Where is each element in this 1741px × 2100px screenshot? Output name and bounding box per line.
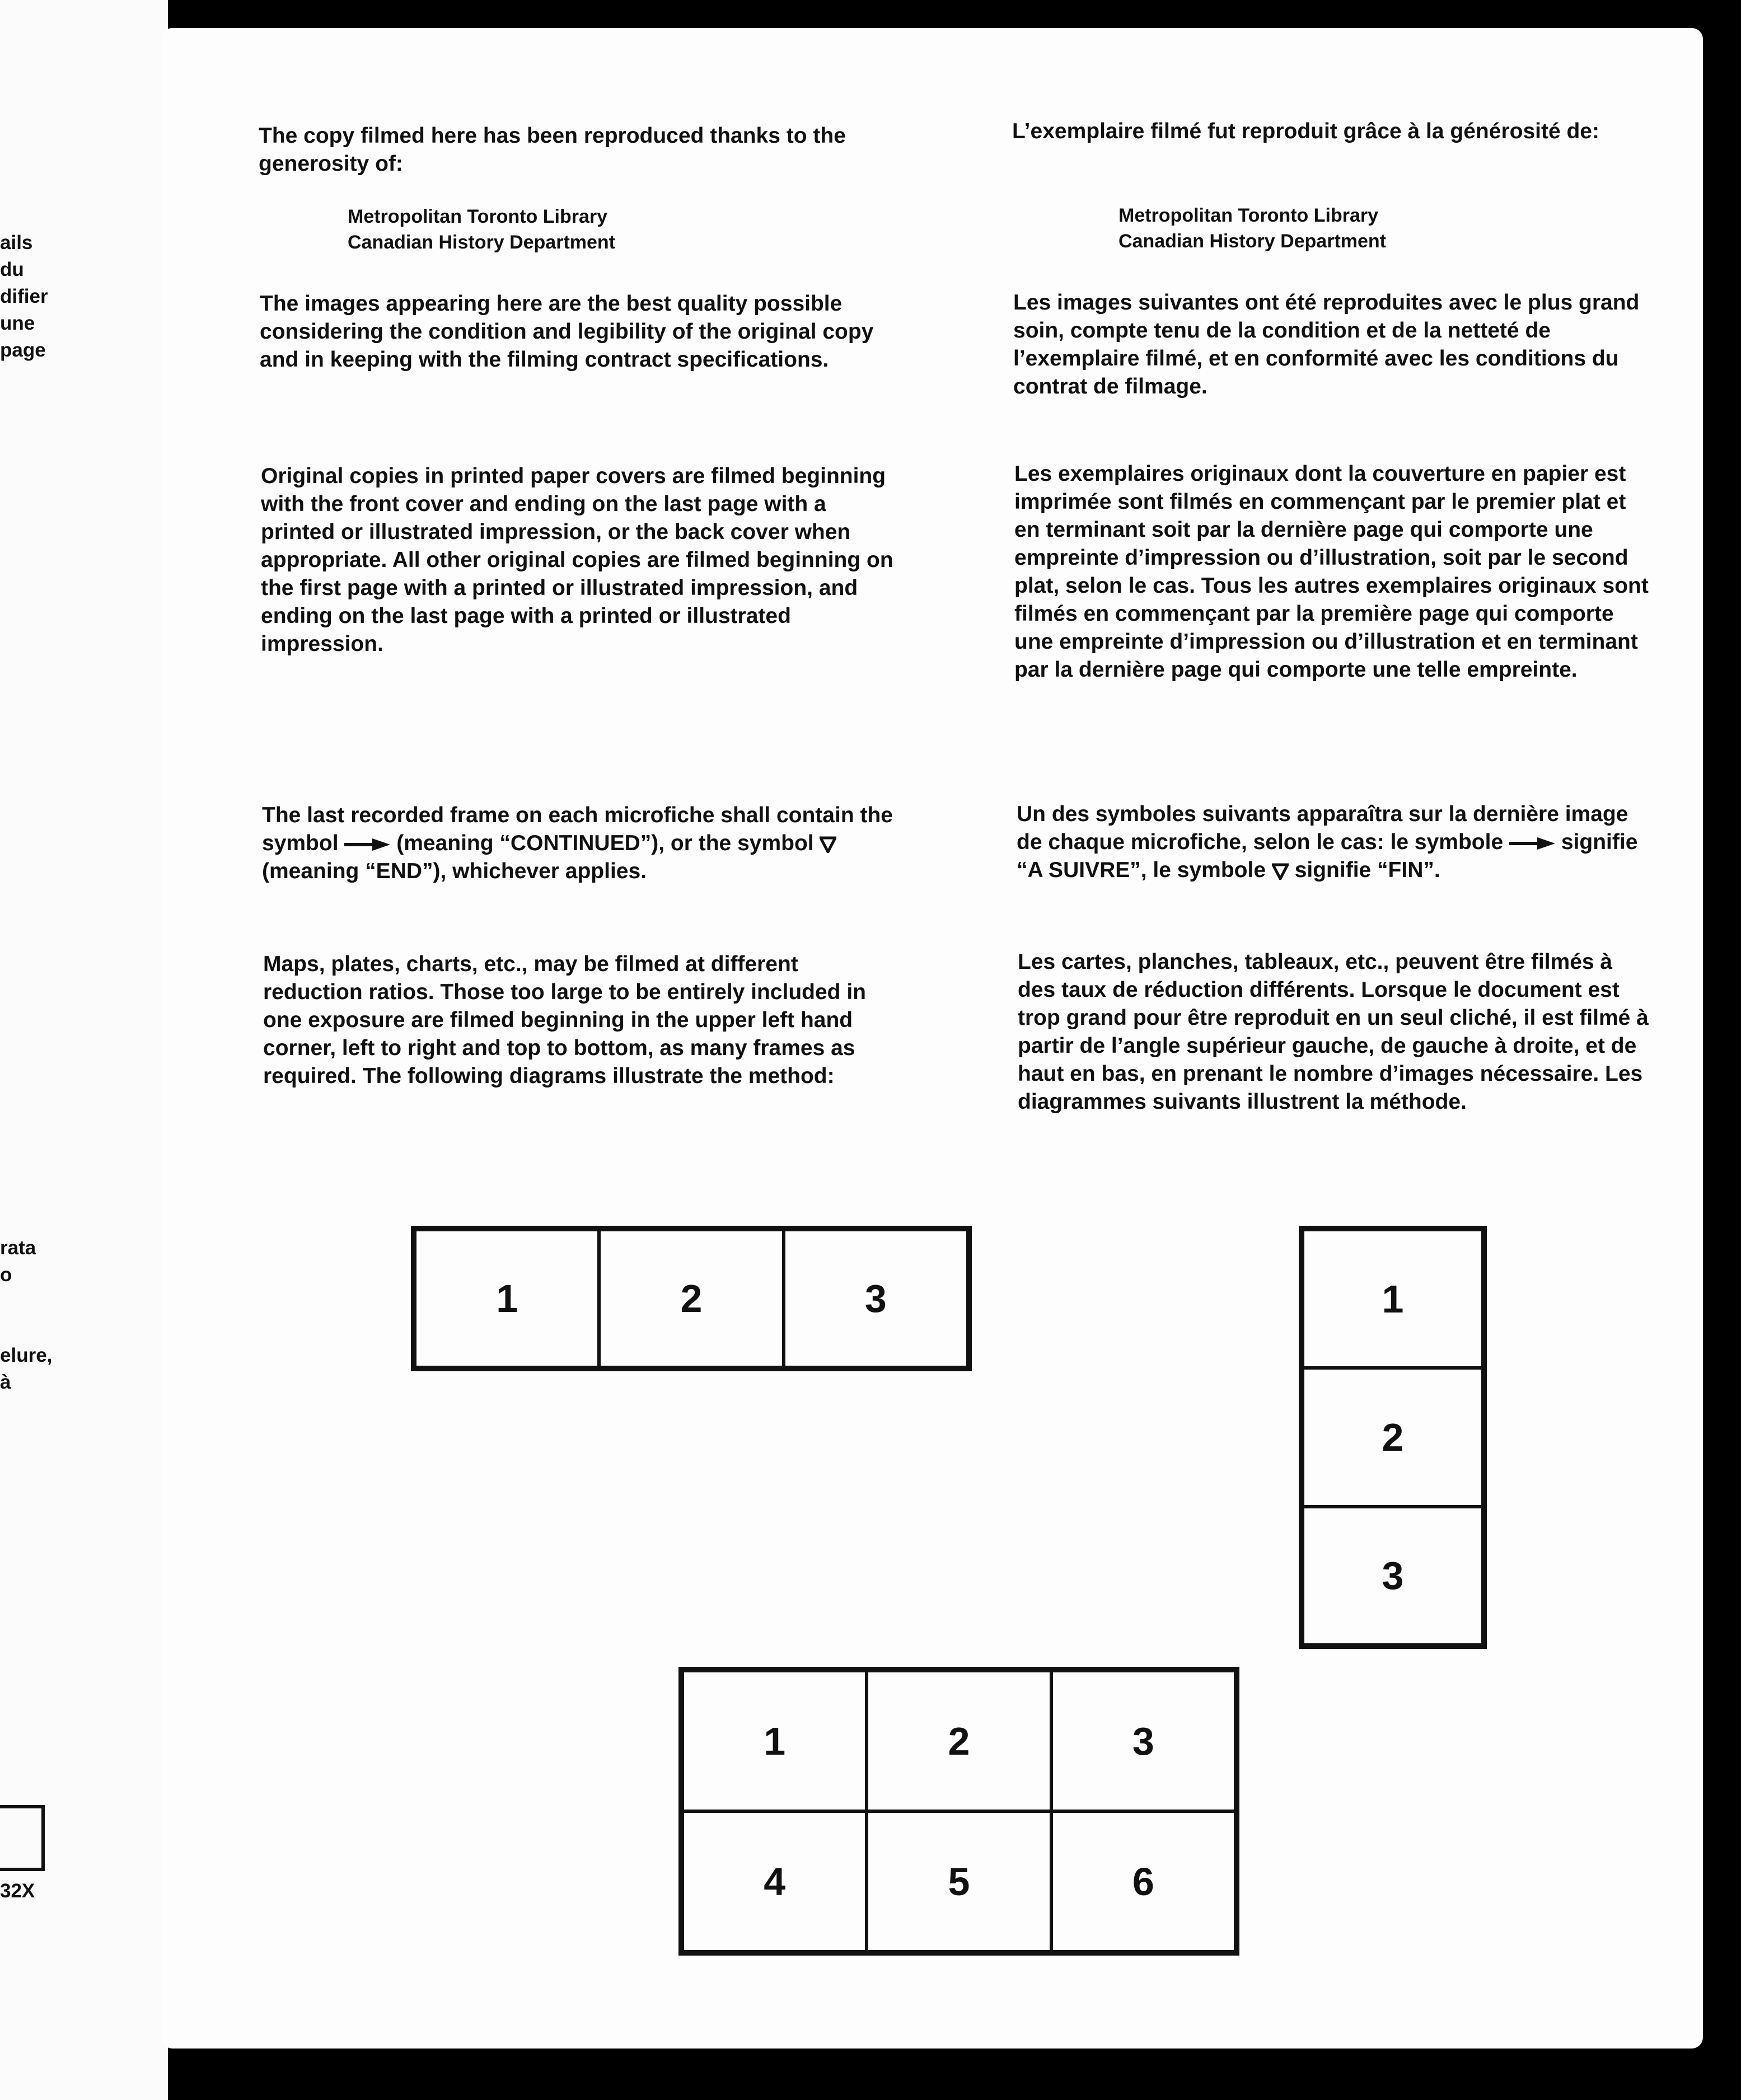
diagram-horizontal xyxy=(411,1226,972,1371)
en-symbol-text: The last recorded frame on each microfiche shall contain the symbol xyxy=(262,803,893,855)
adjacent-page-fragment xyxy=(0,0,168,2100)
en-symbol-paragraph xyxy=(262,801,900,885)
frame-cell: 2 xyxy=(867,1671,1051,1811)
en-symbol-text: (meaning “END”), whichever applies. xyxy=(262,859,647,883)
continued-arrow-icon xyxy=(1509,837,1555,850)
frame-cell: 2 xyxy=(1303,1368,1483,1506)
en-library-name: Metropolitan Toronto Library xyxy=(348,206,608,227)
frame-cell: 1 xyxy=(682,1671,867,1811)
fragment-text: page xyxy=(0,339,46,361)
frame-cell: 3 xyxy=(1303,1507,1483,1645)
diagram-grid xyxy=(678,1667,1239,1956)
frame-cell: 1 xyxy=(1303,1230,1483,1368)
fragment-text: difier xyxy=(0,285,48,307)
fr-symbol-text: Un des symboles suivants apparaîtra sur la dernière image de chaque microfiche, selon le cas: le symbole xyxy=(1017,802,1628,854)
en-thanks: The copy filmed here has been reproduced thanks to the generosity of: xyxy=(259,124,846,176)
fragment-text: elure, xyxy=(0,1344,53,1366)
fragment-text: o xyxy=(0,1264,12,1286)
frame-cell: 3 xyxy=(784,1230,968,1367)
en-maps-paragraph: Maps, plates, charts, etc., may be filmed at different reduction ratios. Those too large to be entirely included in one exposure are filmed beginning in the upper left hand corner, left to right and top to bottom, as many frames as required. The following diagrams illustrate the method: xyxy=(263,952,866,1088)
end-triangle-icon xyxy=(820,836,836,853)
end-triangle-icon xyxy=(1272,863,1289,880)
en-library-department: Canadian History Department xyxy=(348,232,615,253)
fr-quality-paragraph: Les images suivantes ont été reproduites avec le plus grand soin, compte tenu de la condition et de la netteté de l’exemplaire filmé, et en conformité avec les conditions du contrat de filmage. xyxy=(1013,290,1640,399)
fragment-text: du xyxy=(0,259,24,280)
diagram-vertical xyxy=(1299,1226,1487,1649)
en-quality-paragraph: The images appearing here are the best quality possible considering the condition and legibility of the original copy and in keeping with the filming contract specifications. xyxy=(260,292,874,372)
fragment-box xyxy=(0,1805,45,1871)
fragment-text: une xyxy=(0,312,35,334)
continued-arrow-icon xyxy=(344,838,390,851)
fr-library-name: Metropolitan Toronto Library xyxy=(1118,205,1379,226)
en-symbol-text: (meaning “CONTINUED”), or the symbol xyxy=(396,831,814,855)
fr-symbol-paragraph xyxy=(1017,800,1655,884)
en-covers-paragraph: Original copies in printed paper covers are filmed beginning with the front cover and ending on the last page with a printed or illustrated impression, or the back cover when appropriate. All other original copies are filmed beginning on the first page with a printed or illustrated impression, and ending on the last page with a printed or illustrated impression. xyxy=(261,464,893,656)
microfilm-target-page xyxy=(161,28,1703,2049)
frame-cell: 3 xyxy=(1051,1671,1235,1811)
fr-library-department: Canadian History Department xyxy=(1118,231,1386,252)
fragment-text: rata xyxy=(0,1237,36,1259)
fr-symbol-text: signifie “A SUIVRE”, le symbole xyxy=(1017,830,1638,882)
fr-symbol-text: signifie “FIN”. xyxy=(1294,858,1440,882)
frame-cell: 2 xyxy=(599,1230,783,1367)
fragment-text: à xyxy=(0,1371,11,1393)
fragment-text: 32X xyxy=(0,1880,35,1902)
fr-maps-paragraph: Les cartes, planches, tableaux, etc., peuvent être filmés à des taux de réduction différents. Lorsque le document est trop grand pour être reproduit en un seul cliché, il est filmé à partir de l’angle supérieur gauche, de gauche à droite, et de haut en bas, en prenant le nombre d’images nécessaire. Les diagrammes suivants illustrent la méthode. xyxy=(1018,950,1649,1114)
frame-cell: 5 xyxy=(867,1811,1051,1952)
frame-cell: 4 xyxy=(682,1811,867,1952)
fragment-text: ails xyxy=(0,232,33,254)
frame-cell: 1 xyxy=(415,1230,599,1367)
fr-thanks: L’exemplaire filmé fut reproduit grâce à la générosité de: xyxy=(1012,119,1599,143)
fr-covers-paragraph: Les exemplaires originaux dont la couverture en papier est imprimée sont filmés en commençant par le premier plat et en terminant soit par la dernière page qui comporte une empreinte d’impression ou d’illustration, soit par le second plat, selon le cas. Tous les autres exemplaires originaux sont filmés en commençant par la première page qui comporte une empreinte d’impression ou d’illustration et en terminant par la dernière page qui comporte une telle empreinte. xyxy=(1014,462,1649,682)
frame-cell: 6 xyxy=(1051,1811,1235,1952)
